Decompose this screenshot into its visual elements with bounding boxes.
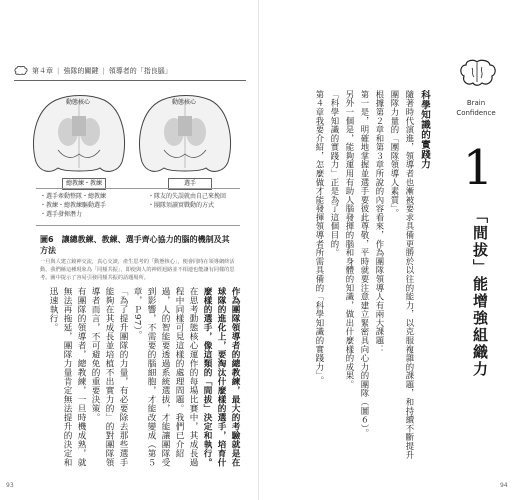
brain-icon: [14, 66, 28, 76]
bullet-item: ・ 選手牽動整隊・總教練: [40, 192, 106, 201]
page-number-left: 93: [6, 482, 14, 489]
body-paragraph: 「為了提升團隊的力量，有必要除去那些選手能夠在其成長並培植不出實力的」的對團隊領導者而言，不可避免的重要決策。: [90, 287, 128, 467]
chapter-title: 「間拔」能增強組織力: [471, 208, 489, 378]
chapter-header: [14, 66, 172, 76]
page-number-right: 94: [500, 482, 508, 489]
figure-caption-title: 圖6 讓總教練、教練、選手齊心協力的腦的機制及其方法: [40, 235, 230, 255]
figure-caption-body: 一旦與人建立鏡神交流，真心交談，產生思考的「動態核心」，便會同時在領導網終活動，我們稱這種現象為「同頻共振」，即使與人的神經迴路並不相連也能讓有同樣的思考。圖中提示了容易引發同頻共振的話題場所。: [40, 259, 235, 281]
brand-label: [440, 98, 512, 118]
brand-label-line: Confidence: [456, 109, 496, 117]
bullet-item: ・ 選手發揮潛力: [40, 210, 106, 219]
body-paragraph: 根據第２章和第３章所說的內容看來，作為團隊領導人有兩大課題：: [375, 90, 385, 354]
page-gutter: [258, 0, 259, 500]
brain-diagram-left: [33, 96, 124, 172]
body-paragraph: 有團隊的領導者，總教練，一旦時機成熟，就無法再拖延，團隊力量肯定無法提升的決定和迅速執行。: [48, 287, 86, 467]
brain-figure: [28, 92, 234, 174]
bullet-item: ・ 團隊須讀實戰動的方式: [148, 201, 226, 210]
body-paragraph: 在思考動態核心運作的每場比賽中，其成長過程中同樣可見這樣的處理問題。我們已介紹過，人的智能要透過系統選拔，才能讓團隊受到影響，不需要的腦細胞，才能改變成（第５章，Ｐ97）。: [132, 287, 198, 467]
chapter-side-column: [440, 58, 512, 478]
brain-icon: [458, 58, 498, 88]
bullet-item: ・ 隊友的失誤就由自己來挽回: [148, 192, 226, 201]
body-paragraph: 作為團隊領導者的總教練，最大的考驗就是在球隊的進化上，要淘汰什麼樣的選手，培育什麼樣的選手，像這類的「間拔」決定和執行。: [202, 287, 240, 467]
body-paragraph: 第一是，明確地掌握並選手要彼此尊敬，平時就要注意建立緊密具向心力的團隊（圖６）。: [360, 90, 370, 438]
section-label: 領導者的「指良腦」: [108, 67, 172, 75]
right-body-text: [280, 90, 432, 460]
brand-label-line: Brain: [466, 99, 486, 107]
body-paragraph: 「科學知識的實踐力」正是為了這個目的。: [330, 90, 340, 258]
header-rule: [14, 80, 246, 81]
header-separator: |: [102, 67, 105, 75]
legend-coach: 總教練・教練: [62, 178, 106, 190]
header-separator: |: [57, 67, 60, 75]
bullet-list-left: [40, 192, 106, 219]
body-paragraph: 另外一個是，能夠運用有助人腦發揮的腦和身體的知識，做出什麼樣的成果。: [345, 90, 355, 389]
bullet-list-right: [148, 192, 226, 210]
brain-label-right: 動態核心: [172, 99, 197, 106]
part-label: 強隊的關鍵: [63, 67, 99, 75]
brain-label-left: 動態核心: [66, 99, 91, 106]
body-paragraph: 第４章我要介紹，怎麼做才能發揮領導者所需具備的「科學知識的實踐力」。: [315, 90, 325, 385]
chapter-label: 第４章: [32, 67, 53, 75]
chapter-number: 1: [462, 140, 494, 196]
legend-player: 選手: [168, 178, 212, 190]
section-heading: 科學知識的實踐力: [419, 90, 430, 170]
bullet-item: ・ 教練・總教練驅動選手: [40, 201, 106, 210]
left-body-text: [10, 287, 242, 475]
body-paragraph: 隨著時代演進，領導者也漸被要求具備更勝於以往的能力，以克服複雜的課題，和持續不斷提升團隊力量的「團隊領導人素質」。: [390, 90, 415, 460]
brain-diagram-right: [139, 96, 230, 172]
